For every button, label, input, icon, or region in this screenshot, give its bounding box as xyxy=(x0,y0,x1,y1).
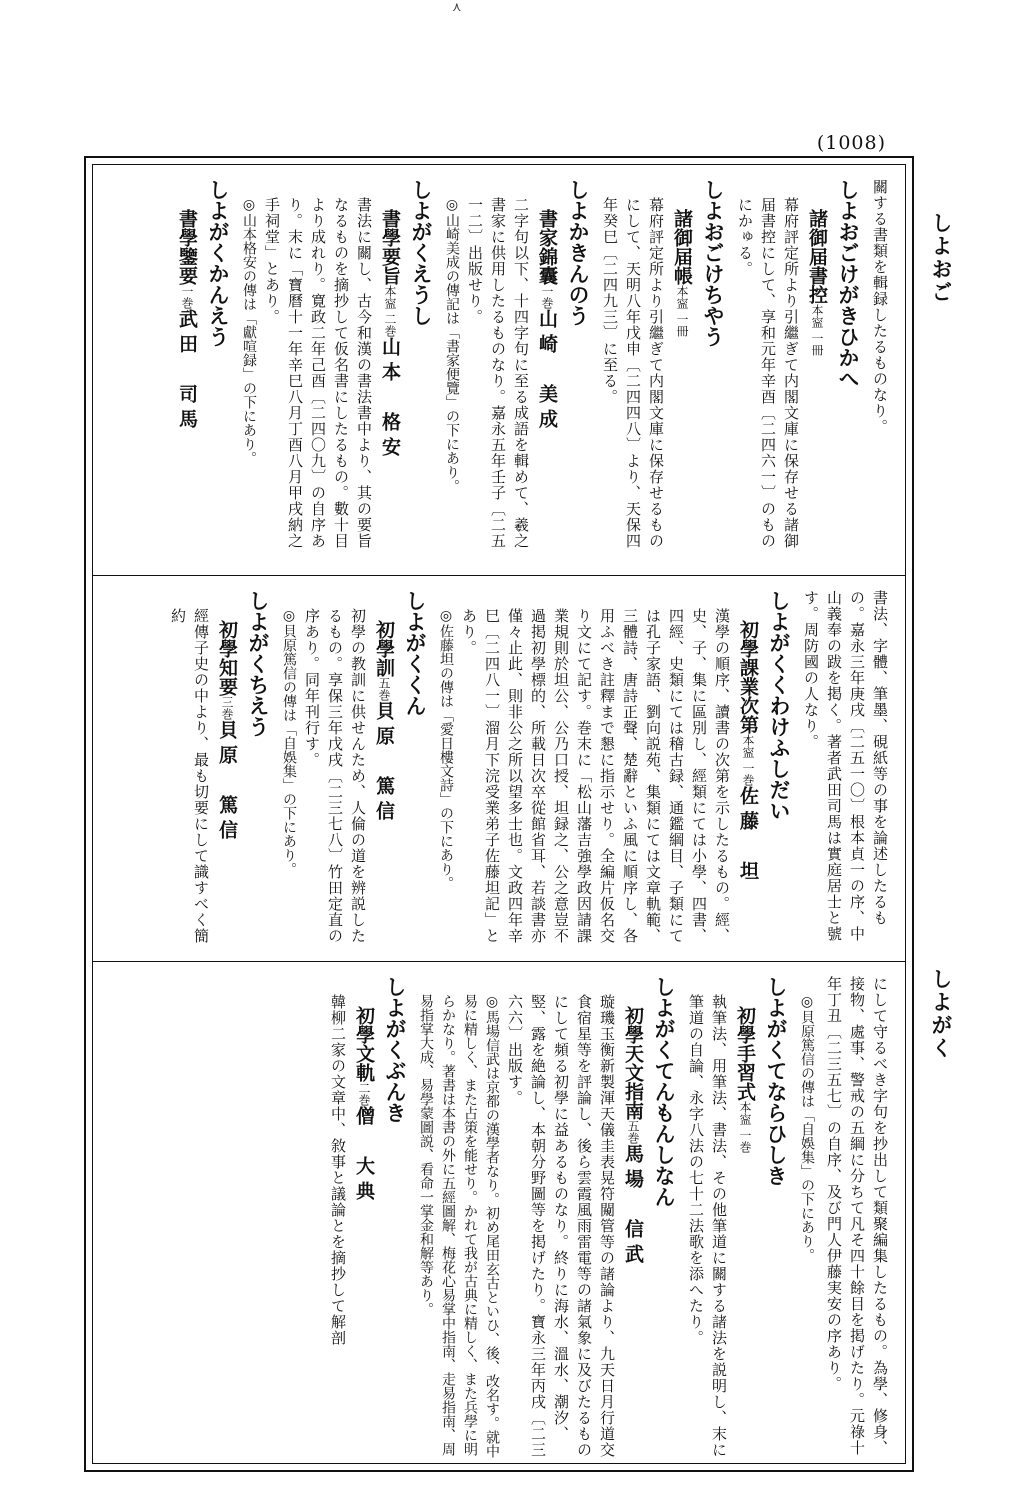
entry-reading: しよがくくわけふしだい xyxy=(767,590,791,821)
entry-description: 初學の教訓に供せんため、人倫の道を辨説したるもの。享保三年戊戌〔二三七八〕竹田定直の序あり。同年刊行す。 xyxy=(303,608,367,944)
cross-reference: ◎貝原篤信の傳は「自娛集」の下にあり。 xyxy=(799,994,815,1262)
dictionary-entry xyxy=(435,590,795,950)
entry-title: 初學天文指南 xyxy=(622,1006,644,1120)
entry-title-line xyxy=(375,179,405,563)
entry-title: 書家錦囊 xyxy=(536,209,558,285)
entry-volumes: 本寍 一巻 xyxy=(738,1101,752,1153)
entry-title-line xyxy=(733,590,763,950)
dictionary-entry xyxy=(441,179,594,563)
entry-title-line xyxy=(172,179,202,563)
entry-volumes: 二巻 xyxy=(357,1082,371,1106)
entry-cross-reference: ◎貝原篤信の傳は「自娛集」の下にあり。 xyxy=(281,608,297,876)
entry-cross-reference: ◎馬場信武は京都の漢學者なり。初め尾田玄古といひ、後、改名す。就中易に精しく、また占策を能せり。かれて我が古典に精しく、また兵學に明らかなり。著書は本書の外に五經圖解、梅花心易掌中指南、走易指南、周易指掌大成、易學蒙圖説、看命一掌金和解等あり。 xyxy=(418,994,500,1458)
continuation-text: にして守るべき字句を抄出して類聚編集したるもの。為學、修身、接物、處事、警戒の五綱に分ちて凡そ四十餘目を掲げたり。元祿十年丁丑〔二三五七〕の自序、及び門人伊藤実安の序あり。 xyxy=(825,976,889,1456)
entry-title-line xyxy=(369,590,399,950)
entry-title: 初學課業次第 xyxy=(737,620,759,734)
dictionary-entry xyxy=(172,179,234,563)
entry-cross-reference: ◎山本格安の傳は「獻喧録」の下にあり。 xyxy=(241,197,257,465)
page-frame xyxy=(84,156,914,1472)
entry-volumes: 三巻 xyxy=(220,696,234,720)
dictionary-entry xyxy=(166,590,274,950)
dictionary-entry xyxy=(238,179,437,563)
entry-title-line xyxy=(730,976,760,1458)
entry-reading: しよがくてならひしき xyxy=(764,976,788,1186)
entry-volumes: 本寍 一冊 xyxy=(675,285,689,337)
entry-volumes: 一巻 xyxy=(540,285,554,309)
entry-description: 韓柳二家の文章中、敘事と議論とを摘抄して解剖 xyxy=(329,994,347,1346)
entry-volumes: 本寍 二巻 xyxy=(383,285,397,337)
entry-author: 山本 格安 xyxy=(379,336,401,462)
entry-title: 書學鑒要 xyxy=(176,209,198,285)
dictionary-entry xyxy=(278,590,431,950)
dictionary-entry xyxy=(415,976,680,1458)
index-label-bottom: しよがく xyxy=(929,968,953,1060)
entry-title: 諸御届書控 xyxy=(806,209,828,304)
band-top xyxy=(93,165,905,575)
dictionary-entry xyxy=(326,976,411,1458)
entry-description: 幕府評定所より引繼ぎて内閣文庫に保存せるものにして、天明八年戊申〔二四四八〕より、天保四年癸巳〔二四九三〕に至る。 xyxy=(601,197,665,549)
entry-reading: しよがくかんえう xyxy=(206,179,230,347)
entry-author: 山崎 美成 xyxy=(536,309,558,434)
entry-reading: しよかきんのう xyxy=(566,179,590,326)
entry-reading: しよがくぶんき xyxy=(383,976,407,1123)
entry-title-line xyxy=(349,976,379,1458)
entry-author: 貝原 篤信 xyxy=(216,720,238,845)
entry-reading: しよがくくん xyxy=(403,590,427,716)
dictionary-entry xyxy=(598,179,729,563)
entry-author: 貝原 篤信 xyxy=(373,701,395,826)
page-number: (1008) xyxy=(816,132,886,154)
entry-title-line xyxy=(802,179,832,563)
dictionary-entry xyxy=(733,179,864,563)
entry-description: 漢學の順序、讀書の次第を示したるもの。經、史、子、集に區別し、經類にては小學、四書、四經、史類にては稽古録、通鑑綱目、子類にては孔子家語、劉向説苑、集類にては文章軌範、三體詩、唐詩正聲、楚辭といふ風に順序し、各用ふべき註釋まで懇に指示せり。全編片仮名交り文にて記す。巻末に「松山藩吉強學政因請課業規則於坦公、公乃口授、坦録之、公之意豈不過掲初學標的、所載日次卒從館省耳、若談書亦僅々止此、則非公之所以望多士也。文政四年辛巳〔二四八一〕溜月下浣受業弟子佐藤坦記」とあり。 xyxy=(460,608,731,944)
entry-title: 初學知要 xyxy=(216,620,238,696)
entry-volumes: 本寍 一巻 xyxy=(741,734,755,786)
entry-title: 初學訓 xyxy=(373,620,395,677)
entry-title: 初學文軌 xyxy=(353,1006,375,1082)
entry-description: 幕府評定所より引繼ぎて内閣文庫に保存せる諸御届書控にして、享和元年辛酉〔二四六一〕のものにかゅる。 xyxy=(736,197,800,549)
entry-description: 執筆法、用筆法、書法、その他筆道に關する諸法を説明し、末に筆道の自論、永字八法の七十二法歌を添へたり。 xyxy=(687,994,728,1458)
entry-title: 書學要旨 xyxy=(379,209,401,285)
entry-title-line xyxy=(532,179,562,563)
entry-author: 武田 司馬 xyxy=(176,309,198,434)
entry-title: 諸御届帳 xyxy=(671,209,693,285)
entry-title-line xyxy=(618,976,648,1458)
band-middle xyxy=(93,575,905,962)
entry-author: 馬場 信武 xyxy=(622,1144,644,1269)
index-label-top: しよおご xyxy=(929,212,953,304)
band-bottom xyxy=(93,961,905,1470)
entry-description: 璇璣玉衡新製渾天儀圭表晃符闚管等の諸論より、九天日月行道交食宿星等を評論し、後ら雲霞風雨雷電等の諸氣象に及びたるものにして頻る初學に益あるものなり。終りに海水、溫水、潮汐、竪、露を絶論し、本朝分野圖等を掲げたり。寶永三年丙戌〔二三六六〕出版す。 xyxy=(506,994,616,1458)
entry-reading: しよおごけがきひかへ xyxy=(836,179,860,389)
entry-title: 初學手習式 xyxy=(734,1006,756,1101)
entry-author: 僧 大典 xyxy=(353,1106,375,1206)
dictionary-entry xyxy=(684,976,792,1458)
entry-reading: しよがくてんもんしなん xyxy=(652,976,676,1207)
entry-description: 二字句以下、十四字句に至る成語を輯めて、羲之書家に供用したるものなり。嘉永五年壬子〔二五一二〕出版せり。 xyxy=(466,197,530,549)
continuation-text: 關する書類を輯録したるものなり。 xyxy=(871,179,889,435)
entry-cross-reference: ◎山崎美成の傳記は「書家便覽」の下にあり。 xyxy=(444,197,460,493)
entry-volumes: 一巻 xyxy=(180,285,194,309)
entry-reading: しよがくえうし xyxy=(409,179,433,326)
entry-reading: しよがくちえう xyxy=(246,590,270,737)
scan-mark: ⋏ xyxy=(452,0,462,15)
entry-volumes: 五巻 xyxy=(626,1120,640,1144)
entry-reading: しよおごけちやう xyxy=(701,179,725,347)
entry-volumes: 本寍 一冊 xyxy=(810,304,824,356)
entry-title-line xyxy=(212,590,242,950)
entry-author: 佐藤 坦 xyxy=(737,785,759,886)
page-frame-inner xyxy=(92,164,906,1464)
entry-title-line xyxy=(667,179,697,563)
entry-cross-reference: ◎佐藤坦の傳は「愛日樓文詩」の下にあり。 xyxy=(438,608,454,890)
entry-description: 經傳子史の中より、最も切要にして識すべく簡約 xyxy=(169,608,210,944)
entry-volumes: 五巻 xyxy=(377,677,391,701)
continuation-text: 書法、字體、筆墨、硯紙等の事を論述したるもの。嘉永三年庚戌〔二五一〇〕根本貞一の序、中山義奉の跋を掲く。著者武田司馬は實庭居士と號す。周防國の人なり。 xyxy=(802,590,889,942)
entry-description: 書法に關し、古今和漢の書法書中より、其の要旨なるものを摘抄して仮名書にしたるもの。數十目より成れり。寛政二年己酉〔二四〇九〕の自序あり。末に「寶曆十一年辛巳八月丁酉八月甲戌納之手祠堂」とあり。 xyxy=(263,197,373,549)
